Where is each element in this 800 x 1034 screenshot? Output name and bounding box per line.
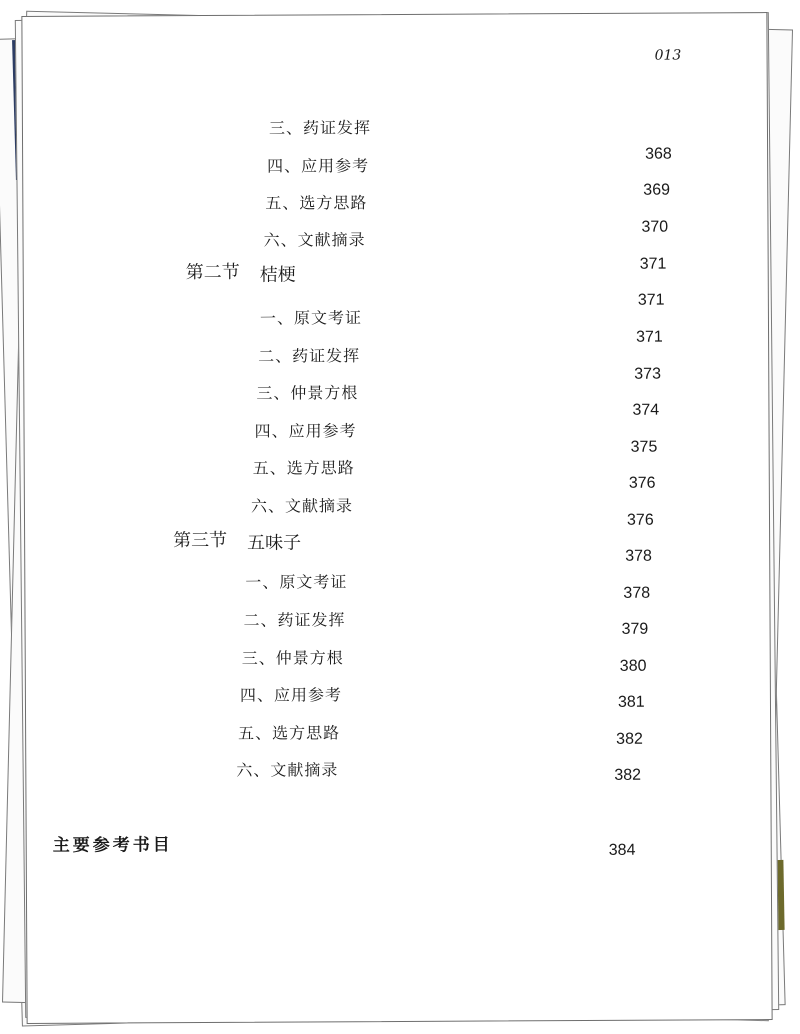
section-title: 桔梗 xyxy=(259,264,296,286)
page-folio: 013 xyxy=(654,47,682,64)
toc-entry: 五、选方思路 xyxy=(252,458,355,478)
toc-entry: 二、药证发挥 xyxy=(258,346,361,366)
page-number: 378 xyxy=(625,547,652,565)
page-number: 376 xyxy=(628,474,656,492)
page-number: 371 xyxy=(637,291,665,309)
toc-entry: 三、仲景方根 xyxy=(256,383,359,403)
page-number: 371 xyxy=(636,328,663,346)
page-number: 369 xyxy=(643,181,671,199)
page-number: 380 xyxy=(619,657,647,675)
section-number: 第三节 xyxy=(173,529,228,552)
page-number: 381 xyxy=(617,693,645,711)
document-page xyxy=(21,12,772,1024)
page-number: 376 xyxy=(626,511,654,529)
page-number: 373 xyxy=(634,365,661,383)
toc-entry: 六、文献摘录 xyxy=(263,230,366,250)
toc-entry: 四、应用参考 xyxy=(267,156,370,176)
section-number: 第二节 xyxy=(185,261,240,284)
toc-entry: 五、选方思路 xyxy=(238,723,341,743)
toc-entry: 一、原文考证 xyxy=(245,572,348,592)
toc-entry: 六、文献摘录 xyxy=(236,760,339,780)
bibliography-heading: 主要参考书目 xyxy=(52,835,173,856)
toc-entry: 六、文献摘录 xyxy=(250,496,354,516)
page-number: 384 xyxy=(608,841,636,859)
page-number: 379 xyxy=(621,620,649,638)
page-number: 371 xyxy=(639,255,667,273)
toc-entry: 三、药证发挥 xyxy=(268,118,372,138)
page-number: 375 xyxy=(630,438,658,456)
toc-entry: 四、应用参考 xyxy=(239,685,342,705)
toc-entry: 五、选方思路 xyxy=(265,193,368,213)
page-number: 382 xyxy=(616,730,643,748)
page-number: 370 xyxy=(641,218,669,236)
page-number: 374 xyxy=(632,401,660,419)
toc-entry: 四、应用参考 xyxy=(254,421,357,441)
section-title: 五味子 xyxy=(247,532,302,554)
page-number: 382 xyxy=(614,766,642,784)
toc-entry: 三、仲景方根 xyxy=(241,648,344,668)
page-number: 378 xyxy=(623,584,651,602)
toc-entry: 二、药证发挥 xyxy=(243,610,346,630)
page-number: 368 xyxy=(645,145,672,163)
toc-entry: 一、原文考证 xyxy=(259,308,363,328)
